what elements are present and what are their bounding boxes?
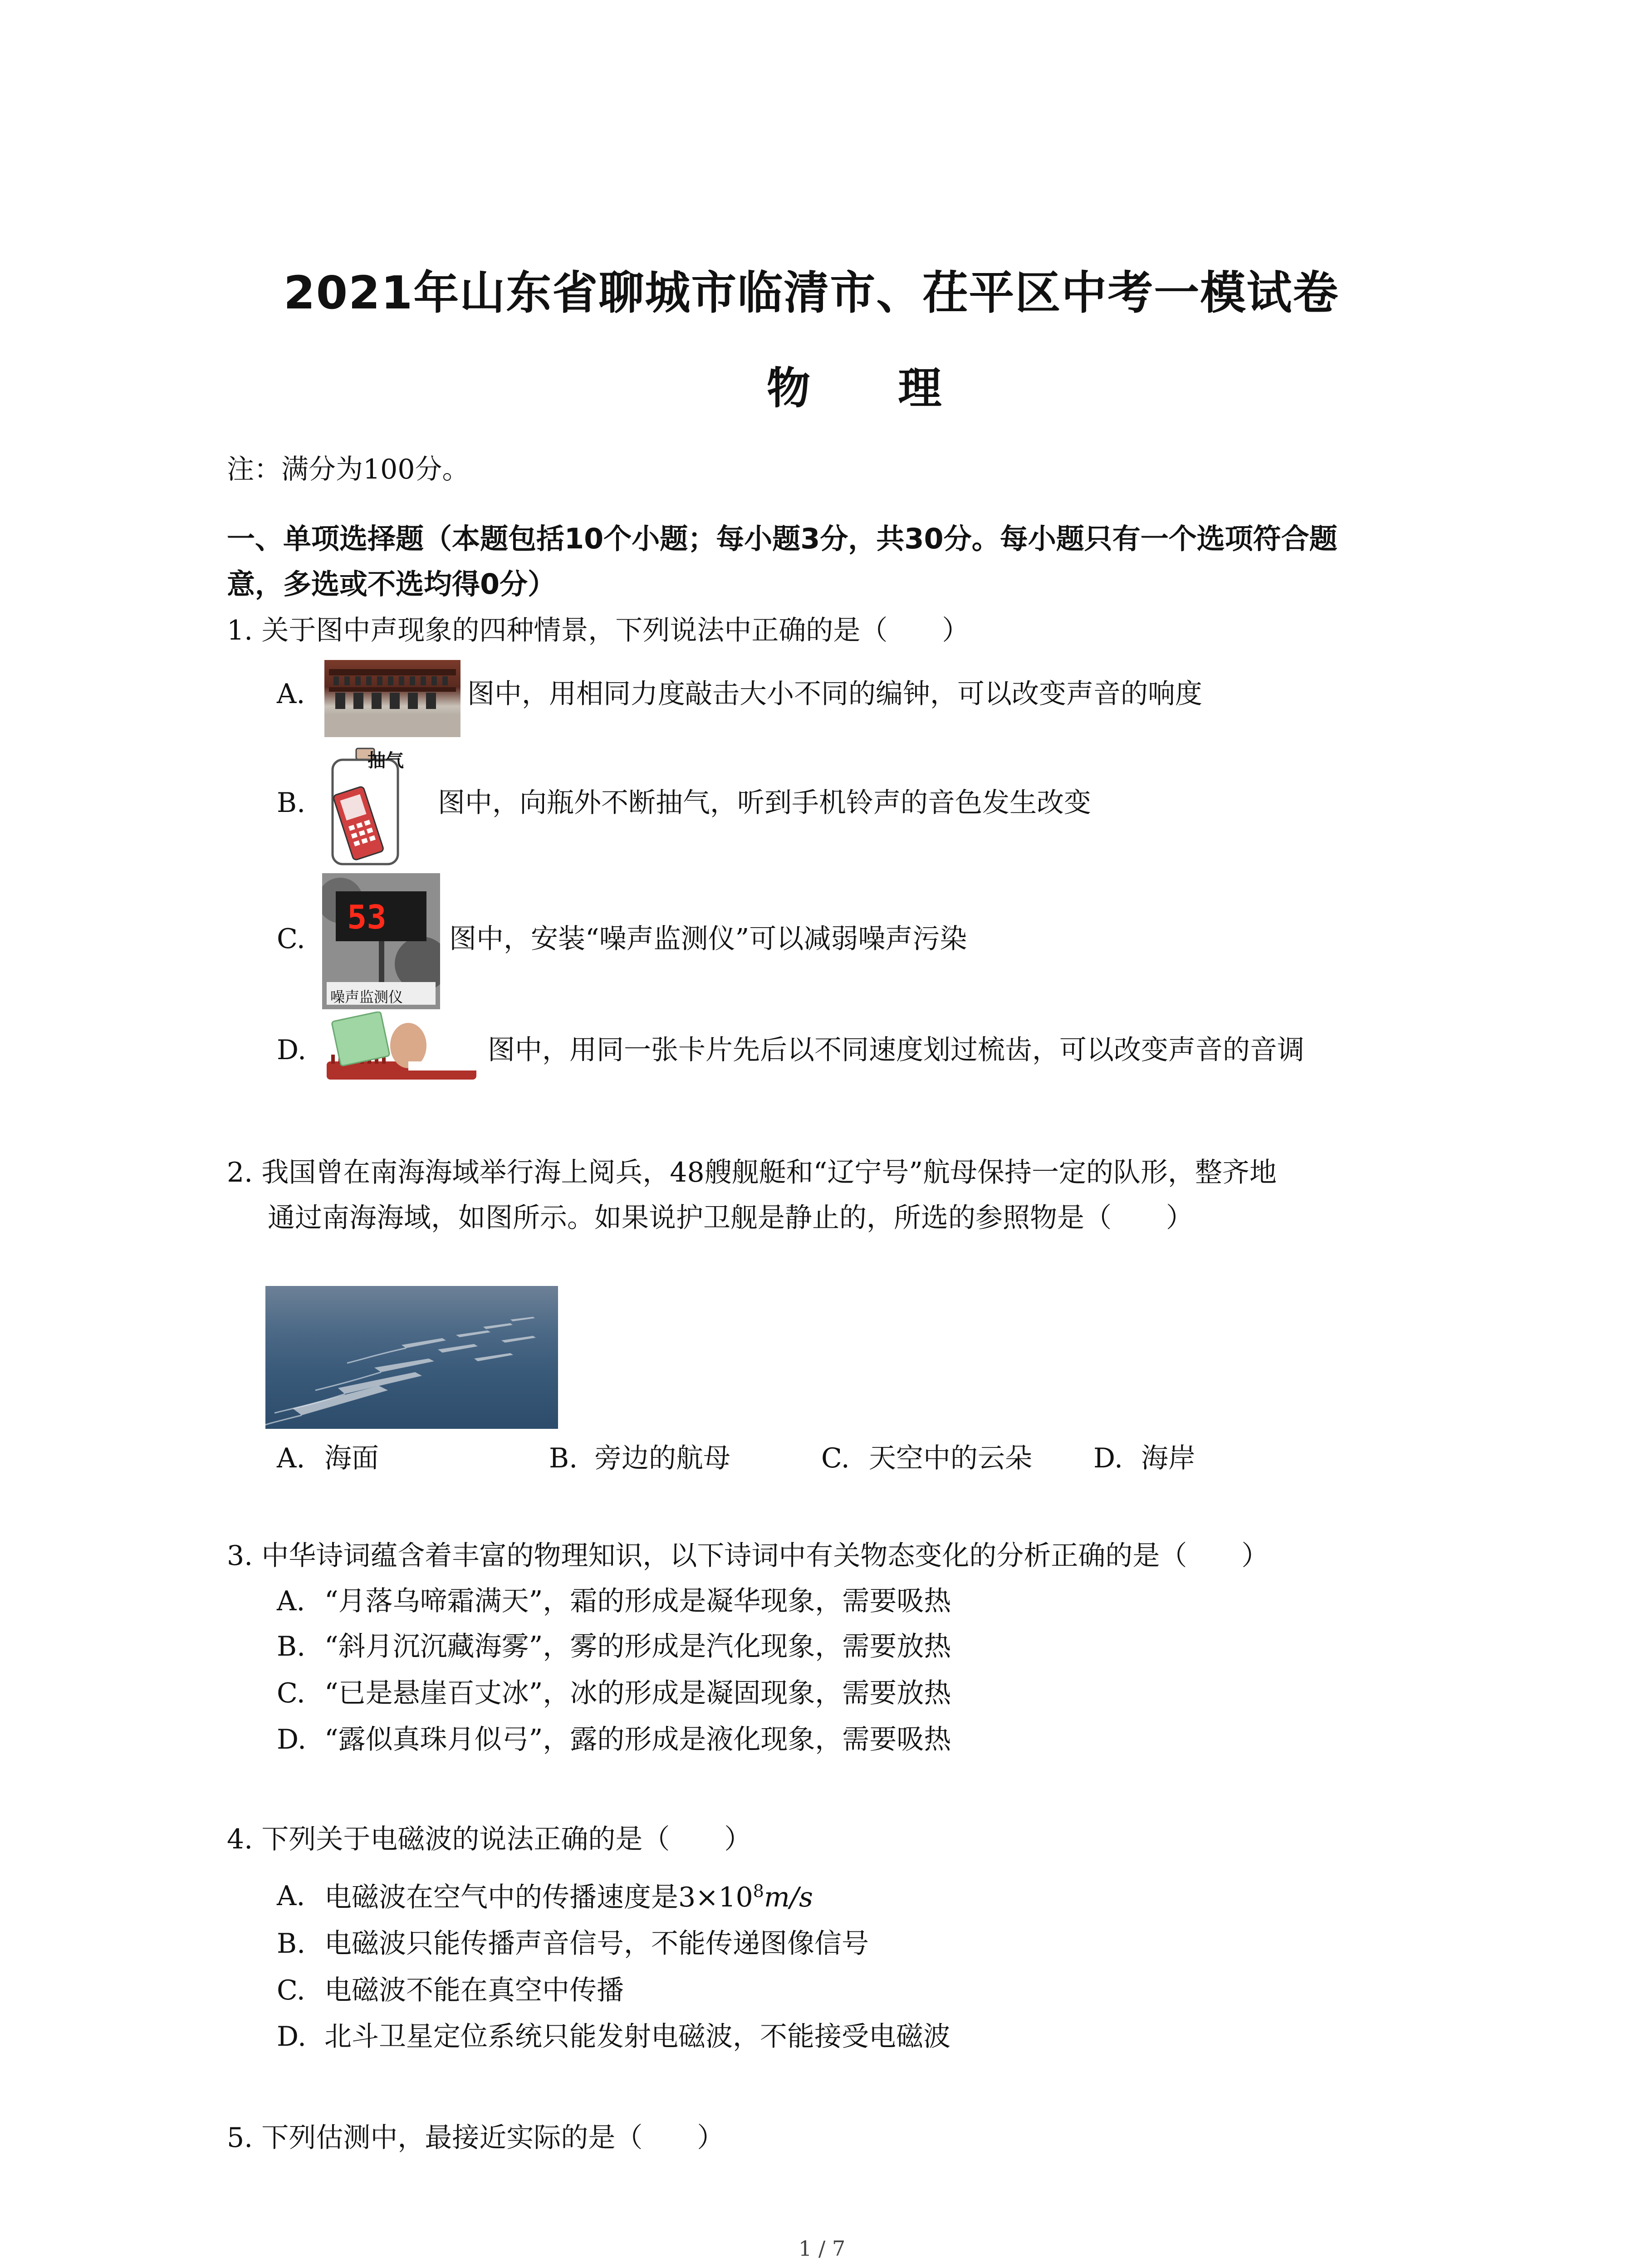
q3-option-c-text: “已是悬崖百丈冰”，冰的形成是凝固现象，需要放热 (324, 1677, 951, 1709)
page-title: 2021年山东省聊城市临清市、茌平区中考一模试卷 (284, 266, 1339, 319)
q2-fleet-image (265, 1286, 558, 1429)
q1-option-d-letter: D. (277, 1034, 307, 1066)
q4-option-b-letter: B. (277, 1928, 306, 1960)
q4-option-d-letter: D. (277, 2021, 307, 2053)
q1-option-a-letter: A. (277, 678, 305, 710)
q3-stem: 3. 中华诗词蕴含着丰富的物理知识，以下诗词中有关物态变化的分析正确的是（ ） (227, 1540, 1269, 1572)
q4-option-c-letter: C. (277, 1975, 305, 2006)
q2-option-a-text: 海面 (324, 1442, 379, 1474)
q3-option-b-text: “斜月沉沉藏海雾”，雾的形成是汽化现象，需要放热 (324, 1631, 951, 1662)
q4-stem: 4. 下列关于电磁波的说法正确的是（ ） (227, 1823, 752, 1855)
q1-c-display-value: 53 (347, 898, 387, 936)
q1-b-bell-jar-image (324, 746, 406, 869)
q1-option-a-text: 图中，用相同力度敲击大小不同的编钟，可以改变声音的响度 (467, 678, 1202, 710)
q2-stem-line1: 2. 我国曾在南海海域举行海上阅兵，48艘舰艇和“辽宁号”航母保持一定的队形，整齐地 (227, 1157, 1277, 1188)
q3-option-d-letter: D. (277, 1724, 307, 1755)
q1-stem: 1. 关于图中声现象的四种情景，下列说法中正确的是（ ） (227, 615, 970, 646)
q1-option-b-letter: B. (277, 787, 306, 819)
q1-c-noise-monitor-image (322, 873, 440, 1009)
q3-option-b-letter: B. (277, 1631, 306, 1662)
q4-option-d-text: 北斗卫星定位系统只能发射电磁波，不能接受电磁波 (324, 2021, 950, 2053)
q1-option-d-text: 图中，用同一张卡片先后以不同速度划过梳齿，可以改变声音的音调 (488, 1034, 1304, 1066)
q1-option-c-letter: C. (277, 923, 305, 955)
q4-option-a-letter: A. (277, 1880, 305, 1912)
section-heading-line1: 一、单项选择题（本题包括10个小题；每小题3分，共30分。每小题只有一个选项符合题 (227, 522, 1337, 555)
q2-option-d-letter: D. (1093, 1442, 1123, 1474)
q4-option-a-text (324, 1882, 813, 1911)
q1-d-comb-card-image (322, 1012, 481, 1089)
q2-option-d-text: 海岸 (1141, 1442, 1195, 1474)
q3-option-a-text: “月落乌啼霜满天”，霜的形成是凝华现象，需要吸热 (324, 1585, 951, 1617)
q4-option-a-exponent: 8 (753, 1881, 764, 1901)
q4-option-a-unit: m/s (764, 1882, 813, 1913)
q2-option-a-letter: A. (277, 1442, 305, 1474)
subject-title: 物 理 (767, 363, 978, 414)
q4-option-a-main: 电磁波在空气中的传播速度是3×10 (324, 1882, 753, 1913)
q1-a-bianzhong-image (324, 660, 460, 737)
q4-option-b-text: 电磁波只能传播声音信号，不能传递图像信号 (324, 1928, 869, 1960)
score-note: 注：满分为100分。 (227, 454, 470, 485)
q5-stem: 5. 下列估测中，最接近实际的是（ ） (227, 2122, 725, 2154)
q2-stem-line2: 通过南海海域，如图所示。如果说护卫舰是静止的，所选的参照物是（ ） (268, 1202, 1193, 1234)
q4-option-c-text: 电磁波不能在真空中传播 (324, 1975, 624, 2006)
q1-option-b-text: 图中，向瓶外不断抽气，听到手机铃声的音色发生改变 (438, 787, 1091, 819)
q1-b-fig-label: 抽气 (367, 750, 404, 771)
q1-option-c-text: 图中，安装“噪声监测仪”可以减弱噪声污染 (449, 923, 967, 955)
q3-option-c-letter: C. (277, 1677, 305, 1709)
page-number: 1 / 7 (798, 2236, 846, 2261)
q2-option-b-letter: B. (549, 1442, 578, 1474)
q3-option-a-letter: A. (277, 1585, 305, 1617)
q2-option-b-text: 旁边的航母 (594, 1442, 730, 1474)
q3-option-d-text: “露似真珠月似弓”，露的形成是液化现象，需要吸热 (324, 1724, 951, 1755)
section-heading-line2: 意，多选或不选均得0分） (227, 567, 556, 601)
q2-option-c-letter: C. (821, 1442, 850, 1474)
q2-option-c-text: 天空中的云朵 (869, 1442, 1032, 1474)
q1-c-fig-label: 噪声监测仪 (330, 988, 403, 1006)
